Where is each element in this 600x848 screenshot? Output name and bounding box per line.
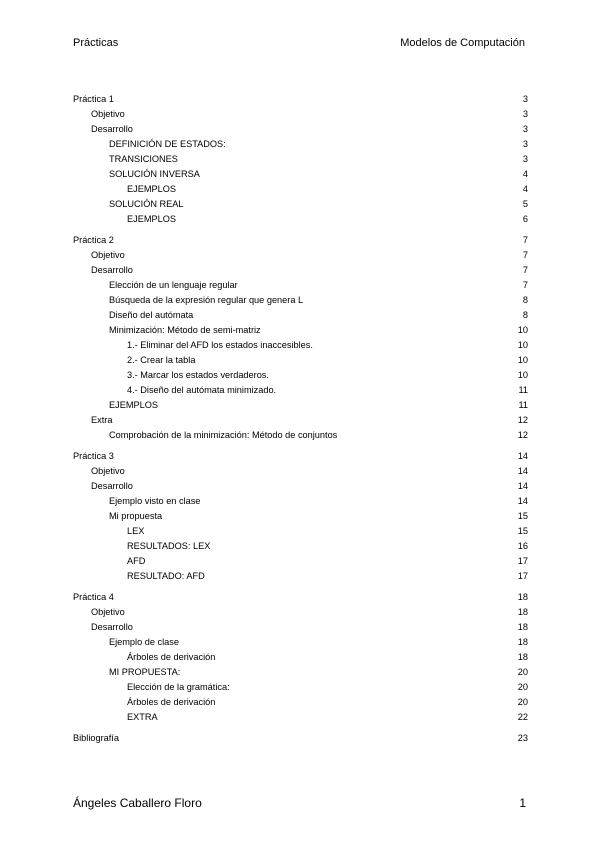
toc-entry-title: Búsqueda de la expresión regular que genera L (109, 295, 304, 305)
toc-entry-title: Minimización: Método de semi-matriz (109, 325, 261, 335)
toc-entry-page: 11 (518, 400, 528, 410)
toc-entry-page: 14 (517, 481, 528, 491)
toc-entry-title: SOLUCIÓN INVERSA (109, 169, 200, 179)
toc-entry[interactable] (73, 695, 528, 710)
toc-entry-page: 20 (517, 667, 528, 677)
toc-entry-title: Diseño del autómata (109, 310, 194, 320)
toc-entry-title: 1.- Eliminar del AFD los estados inaccesibles. (127, 340, 313, 350)
toc-entry-page: 12 (517, 430, 528, 440)
toc-entry-title: Objetivo (91, 466, 125, 476)
toc-entry[interactable] (73, 233, 528, 248)
toc-entry[interactable] (73, 212, 528, 227)
toc-entry-title: Ejemplo de clase (109, 637, 179, 647)
toc-entry[interactable] (73, 590, 528, 605)
toc-entry[interactable] (73, 650, 528, 665)
toc-entry-title: RESULTADO: AFD (127, 571, 205, 581)
toc-entry[interactable] (73, 428, 528, 443)
toc-entry-page: 20 (517, 697, 528, 707)
toc-entry-page: 3 (522, 124, 528, 134)
toc-entry-page: 17 (517, 571, 528, 581)
toc-entry-page: 4 (522, 169, 528, 179)
toc-entry-title: Práctica 3 (73, 451, 114, 461)
toc-entry-page: 15 (517, 511, 528, 521)
header-left-text: Prácticas (73, 37, 119, 49)
toc-entry[interactable] (73, 338, 528, 353)
toc-entry-page: 18 (517, 592, 528, 602)
toc-entry[interactable] (73, 605, 528, 620)
toc-entry[interactable] (73, 731, 528, 746)
toc-entry[interactable] (73, 398, 528, 413)
toc-entry[interactable] (73, 710, 528, 725)
toc-entry[interactable] (73, 368, 528, 383)
toc-entry-page: 23 (517, 733, 528, 743)
toc-entry[interactable] (73, 197, 528, 212)
toc-entry-title: Árboles de derivación (127, 697, 216, 707)
toc-entry-page: 12 (517, 415, 528, 425)
toc-entry-title: Mi propuesta (109, 511, 163, 521)
toc-entry-page: 7 (522, 250, 528, 260)
header-right-text: Modelos de Computación (400, 37, 525, 49)
toc-entry-title: 2.- Crear la tabla (127, 355, 196, 365)
toc-entry-title: 3.- Marcar los estados verdaderos. (127, 370, 269, 380)
toc-entry-title: 4.- Diseño del autómata minimizado. (127, 385, 277, 395)
toc-entry[interactable] (73, 635, 528, 650)
toc-entry-page: 22 (517, 712, 528, 722)
toc-entry[interactable] (73, 479, 528, 494)
toc-entry-page: 18 (517, 637, 528, 647)
toc-entry-title: Desarrollo (91, 622, 133, 632)
toc-entry-title: EXTRA (127, 712, 158, 722)
footer-author: Ángeles Caballero Floro (73, 796, 202, 810)
toc-entry-page: 10 (517, 370, 528, 380)
toc-entry-page: 3 (522, 154, 528, 164)
toc-entry-title: EJEMPLOS (127, 214, 177, 224)
toc-entry[interactable] (73, 665, 528, 680)
toc-entry-page: 8 (522, 310, 528, 320)
toc-entry[interactable] (73, 152, 528, 167)
toc-entry-page: 15 (517, 526, 528, 536)
toc-entry-page: 11 (518, 385, 528, 395)
table-of-contents (73, 92, 528, 746)
toc-entry[interactable] (73, 554, 528, 569)
toc-entry-page: 18 (517, 622, 528, 632)
toc-entry[interactable] (73, 278, 528, 293)
toc-entry-title: Árboles de derivación (127, 652, 216, 662)
toc-entry[interactable] (73, 449, 528, 464)
toc-entry-title: Elección de la gramática: (127, 682, 230, 692)
toc-entry[interactable] (73, 263, 528, 278)
toc-entry-title: LEX (127, 526, 145, 536)
toc-entry[interactable] (73, 248, 528, 263)
toc-entry[interactable] (73, 569, 528, 584)
toc-entry-title: Desarrollo (91, 265, 133, 275)
toc-entry[interactable] (73, 308, 528, 323)
toc-entry-title: SOLUCIÓN REAL (109, 199, 184, 209)
toc-entry-page: 3 (522, 109, 528, 119)
toc-entry-title: Objetivo (91, 607, 125, 617)
toc-entry-title: DEFINICIÓN DE ESTADOS: (109, 139, 226, 149)
toc-entry-page: 6 (522, 214, 528, 224)
toc-entry[interactable] (73, 92, 528, 107)
toc-entry-title: Desarrollo (91, 124, 133, 134)
toc-entry-title: AFD (127, 556, 146, 566)
toc-entry-title: Bibliografía (73, 733, 119, 743)
toc-entry-title: TRANSICIONES (109, 154, 178, 164)
toc-entry[interactable] (73, 524, 528, 539)
toc-entry-page: 18 (517, 607, 528, 617)
toc-entry[interactable] (73, 494, 528, 509)
toc-entry[interactable] (73, 107, 528, 122)
toc-entry-title: EJEMPLOS (109, 400, 159, 410)
toc-entry-title: MI PROPUESTA: (109, 667, 181, 677)
toc-entry[interactable] (73, 680, 528, 695)
toc-entry[interactable] (73, 413, 528, 428)
toc-entry-title: Práctica 1 (73, 94, 114, 104)
toc-entry-title: Extra (91, 415, 113, 425)
toc-entry-page: 14 (517, 496, 528, 506)
toc-entry-page: 7 (522, 235, 528, 245)
toc-entry-page: 16 (517, 541, 528, 551)
toc-entry-page: 3 (522, 139, 528, 149)
toc-entry-page: 18 (517, 652, 528, 662)
toc-entry[interactable] (73, 539, 528, 554)
toc-entry-page: 10 (517, 355, 528, 365)
toc-entry[interactable] (73, 167, 528, 182)
toc-entry-title: EJEMPLOS (127, 184, 177, 194)
toc-entry-page: 14 (517, 451, 528, 461)
toc-entry-page: 7 (522, 280, 528, 290)
toc-entry[interactable] (73, 182, 528, 197)
toc-entry-page: 10 (517, 340, 528, 350)
toc-entry[interactable] (73, 122, 528, 137)
toc-entry[interactable] (73, 464, 528, 479)
toc-entry[interactable] (73, 323, 528, 338)
toc-entry-page: 7 (522, 265, 528, 275)
toc-entry-page: 10 (517, 325, 528, 335)
toc-entry-title: RESULTADOS: LEX (127, 541, 211, 551)
toc-entry[interactable] (73, 137, 528, 152)
toc-entry-title: Práctica 4 (73, 592, 114, 602)
toc-entry-page: 4 (522, 184, 528, 194)
toc-entry-title: Ejemplo visto en clase (109, 496, 201, 506)
toc-entry-title: Desarrollo (91, 481, 133, 491)
toc-entry-page: 14 (517, 466, 528, 476)
toc-entry-title: Práctica 2 (73, 235, 114, 245)
toc-entry-title: Elección de un lenguaje regular (109, 280, 238, 290)
toc-entry-page: 5 (522, 199, 528, 209)
toc-entry-page: 8 (522, 295, 528, 305)
toc-entry-page: 20 (517, 682, 528, 692)
toc-entry[interactable] (73, 353, 528, 368)
toc-entry-page: 17 (517, 556, 528, 566)
toc-entry[interactable] (73, 383, 528, 398)
toc-entry-title: Objetivo (91, 250, 125, 260)
toc-entry[interactable] (73, 620, 528, 635)
toc-entry-title: Comprobación de la minimización: Método de conjuntos (109, 430, 338, 440)
toc-entry-page: 3 (522, 94, 528, 104)
toc-entry-title: Objetivo (91, 109, 125, 119)
toc-entry[interactable] (73, 509, 528, 524)
footer-page-number: 1 (519, 796, 526, 810)
toc-entry[interactable] (73, 293, 528, 308)
